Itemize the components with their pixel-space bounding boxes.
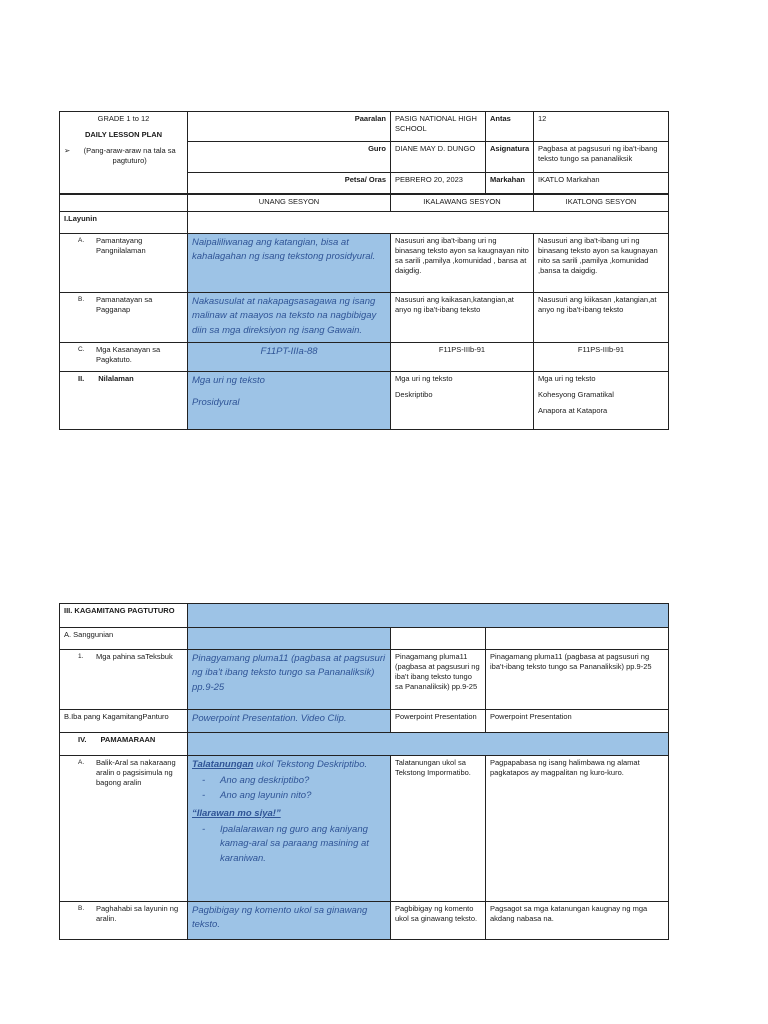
asignatura-label: Asignatura xyxy=(486,142,534,173)
layunin-heading: I.Layunin xyxy=(60,212,188,234)
asignatura-value: Pagbasa at pagsusuri ng iba't-ibang teksto tungo sa pananaliksik xyxy=(534,142,669,173)
teksbuk-label: Mga pahina saTeksbuk xyxy=(96,652,173,661)
sanggunian-s3 xyxy=(486,628,669,650)
sanggunian-s1 xyxy=(188,628,391,650)
lesson-plan-table-top xyxy=(59,111,669,430)
nilalaman-s1-line2: Prosidyural xyxy=(192,397,240,409)
guro-value: DIANE MAY D. DUNGO xyxy=(391,142,486,173)
layunin-row-c-s2: F11PS-IIIb-91 xyxy=(391,343,534,372)
paaralan-value: PASIG NATIONAL HIGH SCHOOL xyxy=(391,112,486,142)
paaralan-label: Paaralan xyxy=(188,112,391,142)
nilalaman-s2-line1: Mga uri ng teksto xyxy=(395,374,453,383)
iba-pang-kagamitan-label: B.Iba pang KagamitangPanturo xyxy=(60,710,188,733)
balik-aral-s3: Pagpapabasa ng isang halimbawa ng alamat pagkatapos ay magpalitan ng kuro-kuro. xyxy=(486,756,669,902)
nilalaman-s2-line2: Deskriptibo xyxy=(395,390,433,400)
nilalaman-s2 xyxy=(391,372,534,430)
nilalaman-s1-line1: Mga uri ng teksto xyxy=(192,375,265,386)
layunin-row-a-s3: Nasusuri ang iba't-ibang uri ng binasang teksto ayon sa kaugnayan nito sa sarili ,pamilya ,komunidad ,bansa ta daigdig. xyxy=(534,234,669,293)
balik-aral-label: Balik-Aral sa nakaraang aralin o pagsisimula ng bagong aralin xyxy=(96,758,176,788)
daily-lesson-plan-title: DAILY LESSON PLAN xyxy=(84,130,163,140)
row-letter: A. xyxy=(78,237,85,244)
iba-pang-kagamitan-s2: Powerpoint Presentation xyxy=(391,710,486,733)
balik-aral-label-cell xyxy=(60,756,188,902)
markahan-label: Markahan xyxy=(486,173,534,194)
paghahabi-s1: Pagbibigay ng komento ukol sa ginawang teksto. xyxy=(188,902,391,940)
antas-label: Antas xyxy=(486,112,534,142)
ilarawan-heading: “Ilarawan mo siya!” xyxy=(192,807,281,819)
layunin-row-c-s1: F11PT-IIIa-88 xyxy=(188,343,391,372)
list-item: - Ipalalarawan ng guro ang kaniyang kamag-aral sa paraang masining at karaniwan. xyxy=(202,824,369,864)
paghahabi-label-cell xyxy=(60,902,188,940)
sesyon-1-header: UNANG SESYON xyxy=(188,194,391,212)
lesson-plan-table-bottom xyxy=(59,603,669,940)
nilalaman-s3-line3: Anapora at Katapora xyxy=(538,406,608,416)
layunin-row-b-s2: Nasusuri ang kaikasan,katangian,at anyo ng iba't-ibang teksto xyxy=(391,293,534,343)
teksbuk-label-cell xyxy=(60,650,188,710)
plan-subtitle: (Pang-araw-araw na tala sa pagtuturo) xyxy=(83,146,176,166)
row-letter: B. xyxy=(78,905,85,912)
layunin-row-a-s2: Nasusuri ang iba't-ibang uri ng binasang teksto ayon sa kaugnayan nito sa sarili ,pamilya ,komunidad , bansa at daigdig. xyxy=(391,234,534,293)
antas-value: 12 xyxy=(534,112,669,142)
list-item: - Ano ang layunin nito? xyxy=(202,789,312,801)
row-letter: B. xyxy=(78,296,85,303)
sesyon-3-header: IKATLONG SESYON xyxy=(534,194,669,212)
teksbuk-s2: Pinagamang pluma11 (pagbasa at pagsusuri ng iba't ibang teksto tungo sa Pananaliksik) pp.9-25 xyxy=(391,650,486,710)
empty-cell xyxy=(60,194,188,212)
iba-pang-kagamitan-s1: Powerpoint Presentation. Video Clip. xyxy=(188,710,391,733)
teksbuk-s1: Pinagyamang pluma11 (pagbasa at pagsusuri ng iba't ibang teksto tungo sa Pananaliksik) pp.9-25 xyxy=(188,650,391,710)
guro-label: Guro xyxy=(188,142,391,173)
nilalaman-s3-line1: Mga uri ng teksto xyxy=(538,374,596,383)
layunin-row-b-label xyxy=(60,293,188,343)
iba-pang-kagamitan-s3: Powerpoint Presentation xyxy=(486,710,669,733)
pamamaraan-heading: PAMAMARAAN xyxy=(100,735,156,744)
arrow-bullet-icon: ➢ xyxy=(64,146,71,156)
list-item: - Ano ang deskriptibo? xyxy=(202,775,310,787)
nilalaman-label-cell xyxy=(60,372,188,430)
roman-numeral: II. xyxy=(78,374,85,383)
pamamaraan-heading-cell xyxy=(60,733,188,756)
roman-numeral: IV. xyxy=(78,735,87,744)
sanggunian-label: A. Sanggunian xyxy=(60,628,188,650)
pamamaraan-heading-span xyxy=(188,733,669,756)
header-title-cell xyxy=(60,112,188,194)
sanggunian-s2 xyxy=(391,628,486,650)
question-list xyxy=(192,774,386,803)
kagamitan-heading-span xyxy=(188,604,669,628)
kagamitan-heading: III. KAGAMITANG PAGTUTURO xyxy=(60,604,188,628)
nilalaman-s3 xyxy=(534,372,669,430)
nilalaman-label: Nilalaman xyxy=(98,374,134,383)
row-label: Pamanatayan sa Pagganap xyxy=(96,295,153,315)
nilalaman-s3-line2: Kohesyong Gramatikal xyxy=(538,390,614,400)
paghahabi-s3: Pagsagot sa mga katanungan kaugnay ng mga akdang nabasa na. xyxy=(486,902,669,940)
petsa-label: Petsa/ Oras xyxy=(188,173,391,194)
layunin-row-c-s3: F11PS-IIIb-91 xyxy=(534,343,669,372)
teksbuk-s3: Pinagamang pluma11 (pagbasa at pagsusuri ng iba't-ibang teksto tungo sa Pananaliksik) pp.9-25 xyxy=(486,650,669,710)
layunin-row-b-s1: Nakasusulat at nakapagsasagawa ng isang malinaw at maayos na teksto na nagbibigay diin sa mga direksiyon ng isang Gawain. xyxy=(188,293,391,343)
sesyon-2-header: IKALAWANG SESYON xyxy=(391,194,534,212)
nilalaman-s1 xyxy=(188,372,391,430)
balik-aral-s1 xyxy=(188,756,391,902)
activity-list xyxy=(192,823,386,866)
row-letter: A. xyxy=(78,759,85,766)
paghahabi-label: Paghahabi sa layunin ng aralin. xyxy=(96,904,179,924)
layunin-heading-span xyxy=(188,212,669,234)
balik-aral-s2: Talatanungan ukol sa Tekstong Impormatibo. xyxy=(391,756,486,902)
petsa-value: PEBRERO 20, 2023 xyxy=(391,173,486,194)
markahan-value: IKATLO Markahan xyxy=(534,173,669,194)
row-label: Mga Kasanayan sa Pagkatuto. xyxy=(96,345,161,365)
layunin-row-a-label xyxy=(60,234,188,293)
layunin-row-b-s3: Nasusuri ang kiikasan ,katangian,at anyo ng iba't-ibang teksto xyxy=(534,293,669,343)
paghahabi-s2: Pagbibigay ng komento ukol sa ginawang teksto. xyxy=(391,902,486,940)
row-letter: C. xyxy=(78,346,85,353)
talatanungan-heading: Talatanungan xyxy=(192,759,254,770)
row-label: Pamantayang Pangnilalaman xyxy=(96,236,146,256)
row-number: 1. xyxy=(78,653,84,660)
layunin-row-c-label xyxy=(60,343,188,372)
layunin-row-a-s1: Naipaliliwanag ang katangian, bisa at kahalagahan ng isang tekstong prosidyural. xyxy=(188,234,391,293)
grade-label: GRADE 1 to 12 xyxy=(97,114,150,123)
talatanungan-heading-rest: ukol Tekstong Deskriptibo. xyxy=(253,759,368,770)
